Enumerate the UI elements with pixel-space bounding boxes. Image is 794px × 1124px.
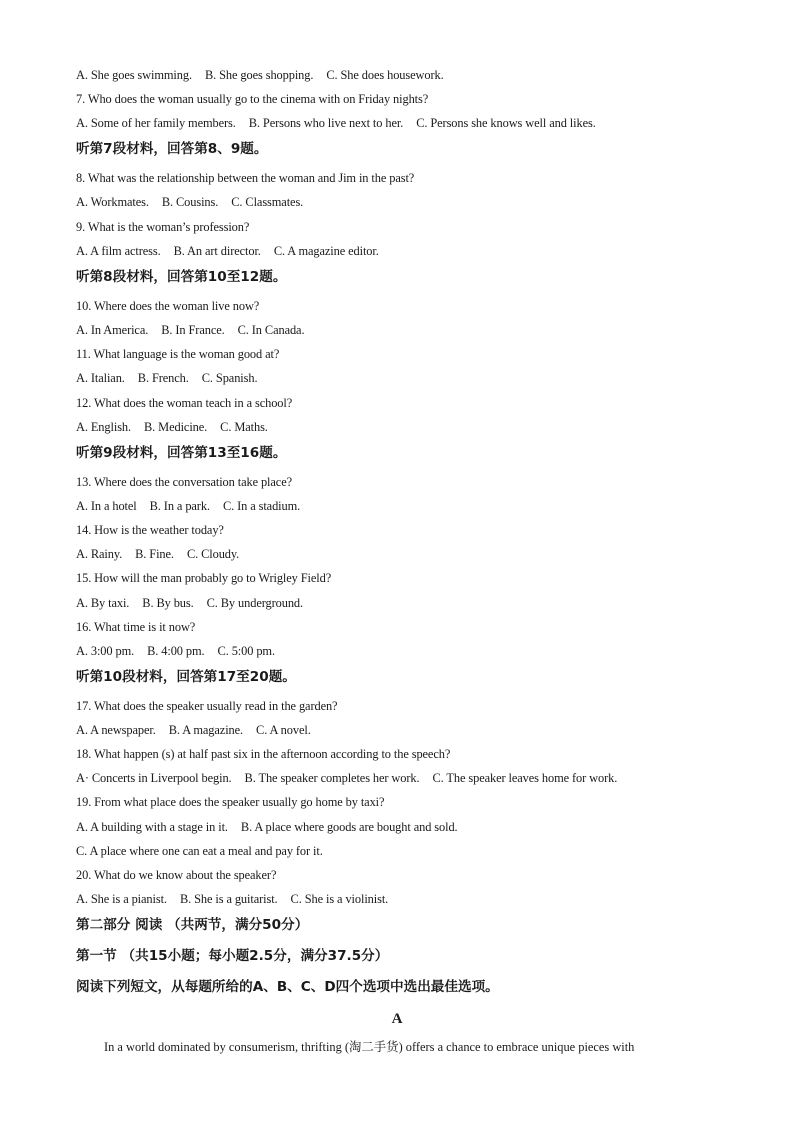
- options-line: [76, 322, 304, 338]
- option-c: C. Cloudy.: [186, 547, 240, 561]
- option-c: C. Maths.: [220, 420, 268, 434]
- section-heading: 听第7段材料，回答第8、9题。: [76, 141, 268, 157]
- options-line: [76, 643, 275, 659]
- option-c: C. 5:00 pm.: [217, 644, 275, 658]
- question-18: 18. What happen (s) at half past six in the afternoon according to the speech?: [76, 747, 451, 761]
- option-a: A. A newspaper.: [76, 723, 156, 737]
- options-line: [76, 546, 239, 562]
- option-c: C. A magazine editor.: [273, 244, 379, 258]
- options-line: [76, 595, 303, 611]
- option-a: A. English.: [76, 420, 132, 434]
- options-line: [76, 770, 617, 786]
- options-line: [76, 194, 303, 210]
- section-heading: 第一节 （共15小题；每小题2.5分，满分37.5分）: [76, 948, 389, 964]
- option-b: B. The speaker completes her work.: [244, 771, 420, 785]
- question-10: 10. Where does the woman live now?: [76, 299, 260, 313]
- passage-title: A: [391, 1011, 403, 1027]
- question-17: 17. What does the speaker usually read in the garden?: [76, 699, 338, 713]
- option-c: C. The speaker leaves home for work.: [432, 771, 618, 785]
- option-c: C. In a stadium.: [222, 499, 301, 513]
- option-b: B. A place where goods are bought and sold.: [240, 820, 458, 834]
- section-heading: 听第8段材料，回答第10至12题。: [76, 269, 287, 285]
- question-16: 16. What time is it now?: [76, 620, 196, 634]
- option-b: B. In a park.: [149, 499, 210, 513]
- question-7: 7. Who does the woman usually go to the cinema with on Friday nights?: [76, 92, 429, 106]
- option-b: B. A magazine.: [168, 723, 244, 737]
- option-a: A. She goes swimming.: [76, 68, 192, 82]
- question-12: 12. What does the woman teach in a school?: [76, 396, 293, 410]
- option-b: B. In France.: [161, 323, 225, 337]
- option-c: C. By underground.: [206, 596, 304, 610]
- option-a: A. Italian.: [76, 371, 125, 385]
- option-a: A. 3:00 pm.: [76, 644, 135, 658]
- options-line: [76, 243, 379, 259]
- option-b: B. She is a guitarist.: [179, 892, 278, 906]
- part-heading: 第二部分 阅读 （共两节，满分50分）: [76, 917, 309, 933]
- option-a: A· Concerts in Liverpool begin.: [76, 771, 232, 785]
- option-a: A. In America.: [76, 323, 149, 337]
- option-a: A. A building with a stage in it.: [76, 820, 228, 834]
- options-line: [76, 419, 268, 435]
- options-line: [76, 498, 300, 514]
- instruction-heading: 阅读下列短文，从每题所给的A、B、C、D四个选项中选出最佳选项。: [76, 979, 499, 995]
- options-line: [76, 67, 444, 83]
- option-b: B. She goes shopping.: [204, 68, 314, 82]
- option-a: A. A film actress.: [76, 244, 161, 258]
- option-c: C. A novel.: [256, 723, 311, 737]
- option-b: B. French.: [137, 371, 189, 385]
- question-14: 14. How is the weather today?: [76, 523, 224, 537]
- option-a: A. In a hotel: [76, 499, 137, 513]
- option-a: A. She is a pianist.: [76, 892, 167, 906]
- option-c: C. She does housework.: [326, 68, 444, 82]
- option-c: C. In Canada.: [237, 323, 305, 337]
- question-15: 15. How will the man probably go to Wrigley Field?: [76, 571, 332, 585]
- option-c: C. Spanish.: [201, 371, 258, 385]
- option-c: C. She is a violinist.: [290, 892, 389, 906]
- question-20: 20. What do we know about the speaker?: [76, 868, 277, 882]
- option-b: B. Persons who live next to her.: [248, 116, 404, 130]
- option-a: A. Some of her family members.: [76, 116, 236, 130]
- options-line: [76, 722, 311, 738]
- question-9: 9. What is the woman’s profession?: [76, 220, 250, 234]
- option-c: C. Persons she knows well and likes.: [416, 116, 596, 130]
- question-19: 19. From what place does the speaker usually go home by taxi?: [76, 795, 385, 809]
- option-b: B. Medicine.: [144, 420, 208, 434]
- option-a: A. By taxi.: [76, 596, 130, 610]
- section-heading: 听第10段材料，回答第17至20题。: [76, 669, 296, 685]
- option-c-line: C. A place where one can eat a meal and pay for it.: [76, 844, 323, 858]
- question-8: 8. What was the relationship between the woman and Jim in the past?: [76, 171, 415, 185]
- question-11: 11. What language is the woman good at?: [76, 347, 280, 361]
- options-line: [76, 115, 596, 131]
- question-13: 13. Where does the conversation take place?: [76, 475, 292, 489]
- option-b: B. Cousins.: [161, 195, 219, 209]
- passage-first-line: In a world dominated by consumerism, thrifting (淘二手货) offers a chance to embrace unique pieces with: [104, 1040, 635, 1054]
- option-b: B. 4:00 pm.: [147, 644, 205, 658]
- options-line: [76, 819, 458, 835]
- options-line: [76, 891, 388, 907]
- option-b: B. Fine.: [135, 547, 174, 561]
- options-line: [76, 370, 257, 386]
- option-b: B. An art director.: [173, 244, 261, 258]
- option-b: B. By bus.: [142, 596, 194, 610]
- section-heading: 听第9段材料，回答第13至16题。: [76, 445, 287, 461]
- option-c: C. Classmates.: [231, 195, 304, 209]
- option-a: A. Rainy.: [76, 547, 123, 561]
- option-a: A. Workmates.: [76, 195, 149, 209]
